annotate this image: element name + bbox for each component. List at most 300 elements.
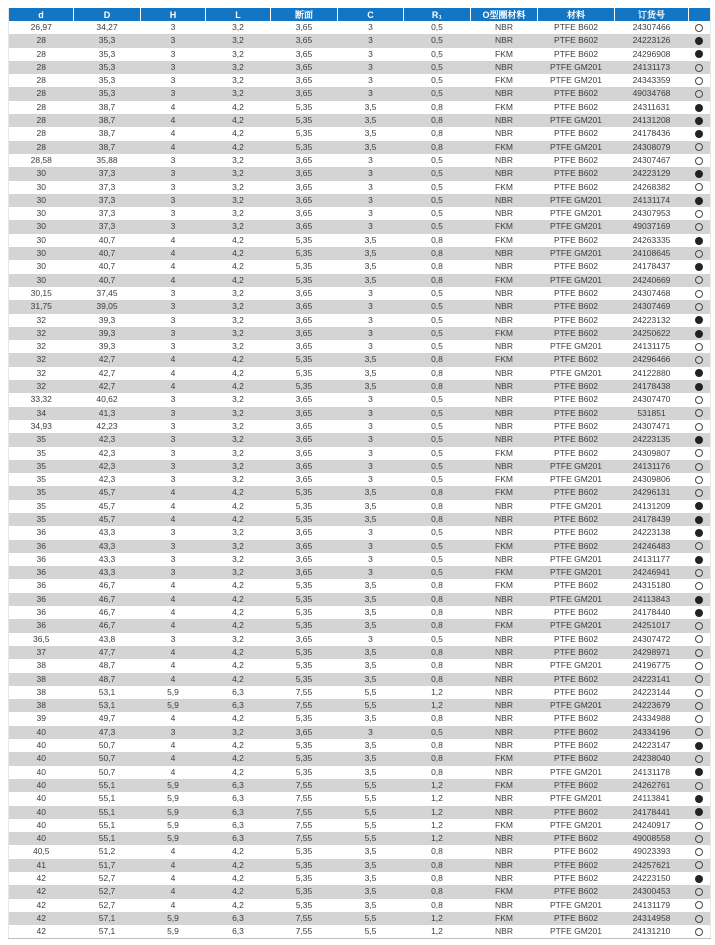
cell-d: 40 xyxy=(36,753,46,764)
cell-R1: 0,8 xyxy=(431,673,443,684)
cell-C: 3 xyxy=(368,208,373,219)
cell-cross-section: 3,65 xyxy=(295,341,313,352)
cell-oring-material: NBR xyxy=(495,154,513,165)
cell-material: PTFE B602 xyxy=(554,381,598,392)
cell-oring-material: NBR xyxy=(495,381,513,392)
cell-D: 46,7 xyxy=(98,593,116,604)
table-row xyxy=(9,606,711,619)
cell-cross-section: 3,65 xyxy=(295,287,313,298)
cell-d: 35 xyxy=(36,434,46,445)
cell-C: 3 xyxy=(368,553,373,564)
cell-cross-section: 5,35 xyxy=(295,846,313,857)
cell-d: 30 xyxy=(36,248,46,259)
cell-C: 3 xyxy=(368,221,373,232)
availability-empty-circle-icon xyxy=(695,702,703,710)
cell-R1: 0,8 xyxy=(431,367,443,378)
cell-L: 4,2 xyxy=(232,487,244,498)
cell-d: 40 xyxy=(36,766,46,777)
cell-H: 4 xyxy=(170,261,176,272)
cell-availability xyxy=(689,167,711,180)
availability-filled-circle-icon xyxy=(695,436,703,444)
cell-cross-section: 5,35 xyxy=(295,261,313,272)
cell-cross-section: 3,65 xyxy=(295,460,313,471)
cell-d: 32 xyxy=(36,354,46,365)
cell-order-number: 24131173 xyxy=(632,61,671,72)
table-row xyxy=(9,513,711,526)
cell-availability xyxy=(689,181,711,194)
table-row xyxy=(9,500,711,513)
cell-d: 36 xyxy=(36,580,46,591)
cell-d: 39 xyxy=(36,713,46,724)
cell-D: 35,88 xyxy=(96,154,118,165)
availability-empty-circle-icon xyxy=(695,250,703,258)
cell-d: 40 xyxy=(36,833,46,844)
cell-cross-section: 5,35 xyxy=(295,886,313,897)
cell-d: 35 xyxy=(36,500,46,511)
cell-availability xyxy=(689,274,711,287)
cell-L: 4,2 xyxy=(232,646,244,657)
table-row xyxy=(9,141,711,154)
cell-H: 4 xyxy=(170,673,176,684)
cell-H: 3 xyxy=(170,208,176,219)
cell-order-number: 24178437 xyxy=(632,261,671,272)
cell-H: 4 xyxy=(170,859,176,870)
cell-H: 5,9 xyxy=(167,806,179,817)
cell-cross-section: 3,65 xyxy=(295,567,313,578)
cell-H: 4 xyxy=(170,487,176,498)
cell-d: 38 xyxy=(36,700,46,711)
cell-L: 3,2 xyxy=(232,181,244,192)
table-row xyxy=(9,181,711,194)
cell-material: PTFE B602 xyxy=(554,726,598,737)
cell-D: 37,45 xyxy=(96,287,118,298)
cell-availability xyxy=(689,48,711,61)
cell-cross-section: 5,35 xyxy=(295,620,313,631)
cell-order-number: 49008558 xyxy=(632,833,671,844)
cell-D: 48,7 xyxy=(98,660,116,671)
cell-D: 37,3 xyxy=(98,168,116,179)
availability-empty-circle-icon xyxy=(695,276,703,284)
cell-D: 35,3 xyxy=(98,75,116,86)
cell-H: 3 xyxy=(170,301,176,312)
cell-d: 34,93 xyxy=(30,420,52,431)
cell-order-number: 24223150 xyxy=(632,873,671,883)
cell-oring-material: FKM xyxy=(495,234,513,245)
cell-material: PTFE GM201 xyxy=(550,274,602,285)
cell-availability xyxy=(689,407,711,420)
table-row xyxy=(9,486,711,499)
cell-availability xyxy=(689,553,711,566)
cell-D: 55,1 xyxy=(98,779,116,790)
table-row xyxy=(9,167,711,180)
availability-empty-circle-icon xyxy=(695,489,703,497)
cell-L: 3,2 xyxy=(232,168,244,179)
cell-d: 42 xyxy=(36,899,46,910)
cell-D: 40,62 xyxy=(96,394,118,405)
cell-D: 52,7 xyxy=(98,886,116,897)
cell-H: 3 xyxy=(170,194,176,205)
cell-H: 3 xyxy=(170,420,176,431)
table-row xyxy=(9,48,711,61)
cell-order-number: 24309806 xyxy=(632,474,671,485)
cell-oring-material: NBR xyxy=(495,593,513,604)
cell-C: 3,5 xyxy=(364,274,377,285)
availability-empty-circle-icon xyxy=(695,143,703,151)
table-row xyxy=(9,327,711,340)
cell-D: 39,3 xyxy=(98,327,116,338)
cell-L: 3,2 xyxy=(232,447,244,458)
cell-material: PTFE GM201 xyxy=(550,141,602,152)
cell-H: 4 xyxy=(170,500,176,511)
table-row xyxy=(9,314,711,327)
cell-cross-section: 5,35 xyxy=(295,753,313,764)
cell-D: 43,3 xyxy=(98,567,116,578)
cell-C: 3,5 xyxy=(364,859,377,870)
cell-d: 33,32 xyxy=(30,394,52,405)
cell-C: 3,5 xyxy=(364,766,377,777)
cell-availability xyxy=(689,633,711,646)
cell-availability xyxy=(689,646,711,659)
cell-availability xyxy=(689,460,711,473)
cell-availability xyxy=(689,287,711,300)
cell-R1: 0,5 xyxy=(431,434,443,445)
cell-cross-section: 3,65 xyxy=(295,407,313,418)
cell-availability xyxy=(689,779,711,792)
cell-D: 46,7 xyxy=(98,620,116,631)
cell-availability xyxy=(689,766,711,779)
cell-L: 4,2 xyxy=(232,673,244,684)
cell-oring-material: NBR xyxy=(495,194,513,205)
cell-d: 42 xyxy=(36,873,46,883)
cell-material: PTFE GM201 xyxy=(550,248,602,259)
cell-cross-section: 5,35 xyxy=(295,500,313,511)
cell-order-number: 24307953 xyxy=(632,208,671,219)
availability-empty-circle-icon xyxy=(695,822,703,830)
cell-d: 35 xyxy=(36,513,46,524)
cell-order-number: 24223141 xyxy=(632,673,671,684)
cell-material: PTFE GM201 xyxy=(550,500,602,511)
cell-L: 4,2 xyxy=(232,354,244,365)
cell-d: 38 xyxy=(36,686,46,697)
cell-R1: 1,2 xyxy=(431,819,443,830)
availability-empty-circle-icon xyxy=(695,915,703,923)
cell-oring-material: NBR xyxy=(495,700,513,711)
table-row xyxy=(9,460,711,473)
table-row xyxy=(9,114,711,127)
cell-D: 51,2 xyxy=(98,846,116,857)
cell-C: 3 xyxy=(368,154,373,165)
cell-oring-material: NBR xyxy=(495,926,513,937)
cell-L: 6,3 xyxy=(232,779,244,790)
cell-order-number: 24334196 xyxy=(632,726,671,737)
cell-oring-material: NBR xyxy=(495,367,513,378)
cell-availability xyxy=(689,739,711,752)
cell-order-number: 24308079 xyxy=(632,141,671,152)
cell-availability xyxy=(689,127,711,140)
table-row xyxy=(9,74,711,87)
cell-oring-material: FKM xyxy=(495,886,513,897)
availability-empty-circle-icon xyxy=(695,223,703,231)
cell-D: 57,1 xyxy=(98,926,116,937)
cell-H: 3 xyxy=(170,88,176,99)
cell-R1: 0,8 xyxy=(431,513,443,524)
cell-C: 3 xyxy=(368,35,373,46)
cell-R1: 0,8 xyxy=(431,859,443,870)
table-header xyxy=(9,8,711,21)
table-row xyxy=(9,194,711,207)
table-row xyxy=(9,766,711,779)
cell-C: 3 xyxy=(368,527,373,538)
cell-L: 4,2 xyxy=(232,274,244,285)
cell-availability xyxy=(689,712,711,725)
cell-D: 34,27 xyxy=(96,22,118,32)
cell-R1: 0,5 xyxy=(431,35,443,46)
cell-d: 32 xyxy=(36,327,46,338)
cell-order-number: 24131209 xyxy=(632,500,671,511)
availability-filled-circle-icon xyxy=(695,37,703,45)
cell-oring-material: NBR xyxy=(495,633,513,644)
cell-d: 36 xyxy=(36,553,46,564)
cell-H: 3 xyxy=(170,407,176,418)
cell-d: 40 xyxy=(36,819,46,830)
product-spec-table xyxy=(8,8,711,939)
cell-d: 40 xyxy=(36,779,46,790)
cell-material: PTFE B602 xyxy=(554,154,598,165)
cell-C: 3 xyxy=(368,48,373,59)
cell-material: PTFE B602 xyxy=(554,234,598,245)
cell-L: 3,2 xyxy=(232,474,244,485)
cell-material: PTFE GM201 xyxy=(550,75,602,86)
cell-d: 36 xyxy=(36,620,46,631)
cell-order-number: 24296131 xyxy=(632,487,671,498)
cell-L: 4,2 xyxy=(232,846,244,857)
cell-availability xyxy=(689,87,711,100)
cell-d: 36,5 xyxy=(32,633,50,644)
availability-filled-circle-icon xyxy=(695,130,703,138)
cell-material: PTFE B602 xyxy=(554,128,598,139)
table-row xyxy=(9,885,711,898)
cell-R1: 1,2 xyxy=(431,686,443,697)
cell-availability xyxy=(689,61,711,74)
cell-C: 3,5 xyxy=(364,513,377,524)
cell-oring-material: FKM xyxy=(495,327,513,338)
cell-R1: 0,5 xyxy=(431,22,443,32)
cell-H: 4 xyxy=(170,580,176,591)
cell-cross-section: 3,65 xyxy=(295,434,313,445)
cell-order-number: 24131178 xyxy=(632,766,671,777)
cell-cross-section: 7,55 xyxy=(295,819,313,830)
cell-C: 3 xyxy=(368,327,373,338)
cell-D: 45,7 xyxy=(98,487,116,498)
cell-H: 3 xyxy=(170,314,176,325)
cell-D: 42,7 xyxy=(98,381,116,392)
cell-material: PTFE B602 xyxy=(554,580,598,591)
cell-order-number: 24131177 xyxy=(632,553,671,564)
table-row xyxy=(9,925,711,939)
cell-oring-material: NBR xyxy=(495,407,513,418)
availability-empty-circle-icon xyxy=(695,848,703,856)
availability-empty-circle-icon xyxy=(695,343,703,351)
cell-H: 3 xyxy=(170,181,176,192)
cell-cross-section: 3,65 xyxy=(295,474,313,485)
cell-L: 4,2 xyxy=(232,740,244,751)
table-row xyxy=(9,806,711,819)
table-row xyxy=(9,752,711,765)
cell-d: 26,97 xyxy=(30,22,52,32)
cell-order-number: 24131175 xyxy=(632,341,671,352)
cell-availability xyxy=(689,380,711,393)
cell-order-number: 24315180 xyxy=(632,580,671,591)
cell-availability xyxy=(689,393,711,406)
cell-availability xyxy=(689,247,711,260)
table-row xyxy=(9,207,711,220)
cell-H: 4 xyxy=(170,873,176,883)
cell-material: PTFE GM201 xyxy=(550,341,602,352)
table-row xyxy=(9,260,711,273)
cell-R1: 1,2 xyxy=(431,926,443,937)
availability-empty-circle-icon xyxy=(695,675,703,683)
cell-L: 6,3 xyxy=(232,686,244,697)
cell-L: 6,3 xyxy=(232,926,244,937)
cell-material: PTFE B602 xyxy=(554,354,598,365)
cell-C: 5,5 xyxy=(364,833,377,844)
cell-cross-section: 5,35 xyxy=(295,115,313,126)
cell-oring-material: NBR xyxy=(495,899,513,910)
table-row xyxy=(9,300,711,313)
cell-L: 6,3 xyxy=(232,912,244,923)
cell-C: 3,5 xyxy=(364,354,377,365)
cell-availability xyxy=(689,500,711,513)
cell-cross-section: 5,35 xyxy=(295,141,313,152)
cell-availability xyxy=(689,34,711,47)
cell-order-number: 24223144 xyxy=(632,686,671,697)
cell-availability xyxy=(689,194,711,207)
cell-cross-section: 3,65 xyxy=(295,168,313,179)
cell-cross-section: 5,35 xyxy=(295,646,313,657)
availability-empty-circle-icon xyxy=(695,928,703,936)
table-row xyxy=(9,872,711,885)
cell-oring-material: NBR xyxy=(495,301,513,312)
cell-availability xyxy=(689,207,711,220)
cell-material: PTFE B602 xyxy=(554,673,598,684)
cell-H: 4 xyxy=(170,660,176,671)
cell-C: 3,5 xyxy=(364,753,377,764)
cell-order-number: 49023393 xyxy=(632,846,671,857)
availability-filled-circle-icon xyxy=(695,808,703,816)
cell-material: PTFE B602 xyxy=(554,88,598,99)
column-header-oring-material: O型圈材料 xyxy=(471,8,538,21)
cell-R1: 0,5 xyxy=(431,726,443,737)
cell-H: 3 xyxy=(170,633,176,644)
cell-R1: 0,8 xyxy=(431,620,443,631)
cell-C: 3,5 xyxy=(364,593,377,604)
table-row xyxy=(9,367,711,380)
cell-oring-material: NBR xyxy=(495,873,513,883)
cell-order-number: 49034768 xyxy=(632,88,671,99)
cell-D: 42,3 xyxy=(98,460,116,471)
cell-H: 4 xyxy=(170,620,176,631)
availability-filled-circle-icon xyxy=(695,875,703,883)
cell-C: 3,5 xyxy=(364,141,377,152)
availability-filled-circle-icon xyxy=(695,170,703,178)
cell-d: 30 xyxy=(36,234,46,245)
cell-order-number: 24334988 xyxy=(632,713,671,724)
cell-material: PTFE B602 xyxy=(554,420,598,431)
cell-material: PTFE B602 xyxy=(554,859,598,870)
cell-material: PTFE GM201 xyxy=(550,208,602,219)
cell-d: 32 xyxy=(36,341,46,352)
cell-L: 4,2 xyxy=(232,713,244,724)
cell-R1: 0,5 xyxy=(431,394,443,405)
cell-L: 3,2 xyxy=(232,194,244,205)
cell-H: 3 xyxy=(170,154,176,165)
cell-C: 3,5 xyxy=(364,673,377,684)
cell-D: 50,7 xyxy=(98,740,116,751)
cell-C: 3 xyxy=(368,567,373,578)
cell-L: 4,2 xyxy=(232,753,244,764)
cell-R1: 0,8 xyxy=(431,580,443,591)
cell-oring-material: NBR xyxy=(495,35,513,46)
cell-order-number: 24223138 xyxy=(632,527,671,538)
cell-oring-material: NBR xyxy=(495,527,513,538)
availability-empty-circle-icon xyxy=(695,449,703,457)
cell-order-number: 24131174 xyxy=(632,194,671,205)
cell-H: 3 xyxy=(170,221,176,232)
cell-material: PTFE GM201 xyxy=(550,660,602,671)
cell-C: 3,5 xyxy=(364,580,377,591)
cell-material: PTFE GM201 xyxy=(550,620,602,631)
cell-cross-section: 7,55 xyxy=(295,779,313,790)
cell-D: 42,3 xyxy=(98,434,116,445)
cell-availability xyxy=(689,686,711,699)
cell-d: 35 xyxy=(36,460,46,471)
cell-material: PTFE B602 xyxy=(554,261,598,272)
cell-R1: 1,2 xyxy=(431,912,443,923)
cell-material: PTFE GM201 xyxy=(550,474,602,485)
cell-availability xyxy=(689,340,711,353)
cell-cross-section: 5,35 xyxy=(295,713,313,724)
cell-R1: 0,8 xyxy=(431,607,443,618)
cell-cross-section: 7,55 xyxy=(295,926,313,937)
cell-D: 57,1 xyxy=(98,912,116,923)
cell-D: 42,3 xyxy=(98,474,116,485)
cell-material: PTFE B602 xyxy=(554,886,598,897)
availability-empty-circle-icon xyxy=(695,409,703,417)
cell-L: 3,2 xyxy=(232,527,244,538)
cell-C: 3,5 xyxy=(364,381,377,392)
cell-availability xyxy=(689,752,711,765)
cell-D: 37,3 xyxy=(98,181,116,192)
cell-cross-section: 3,65 xyxy=(295,221,313,232)
table-row xyxy=(9,659,711,672)
cell-R1: 0,5 xyxy=(431,301,443,312)
cell-order-number: 24311631 xyxy=(632,101,671,112)
cell-material: PTFE B602 xyxy=(554,873,598,883)
availability-empty-circle-icon xyxy=(695,622,703,630)
cell-oring-material: NBR xyxy=(495,846,513,857)
cell-H: 4 xyxy=(170,753,176,764)
cell-D: 35,3 xyxy=(98,61,116,72)
cell-d: 28 xyxy=(36,101,46,112)
cell-order-number: 24307470 xyxy=(632,394,671,405)
cell-H: 4 xyxy=(170,713,176,724)
cell-order-number: 531851 xyxy=(637,407,666,418)
cell-availability xyxy=(689,819,711,832)
availability-filled-circle-icon xyxy=(695,516,703,524)
cell-d: 36 xyxy=(36,567,46,578)
availability-empty-circle-icon xyxy=(695,728,703,736)
table-row xyxy=(9,433,711,446)
